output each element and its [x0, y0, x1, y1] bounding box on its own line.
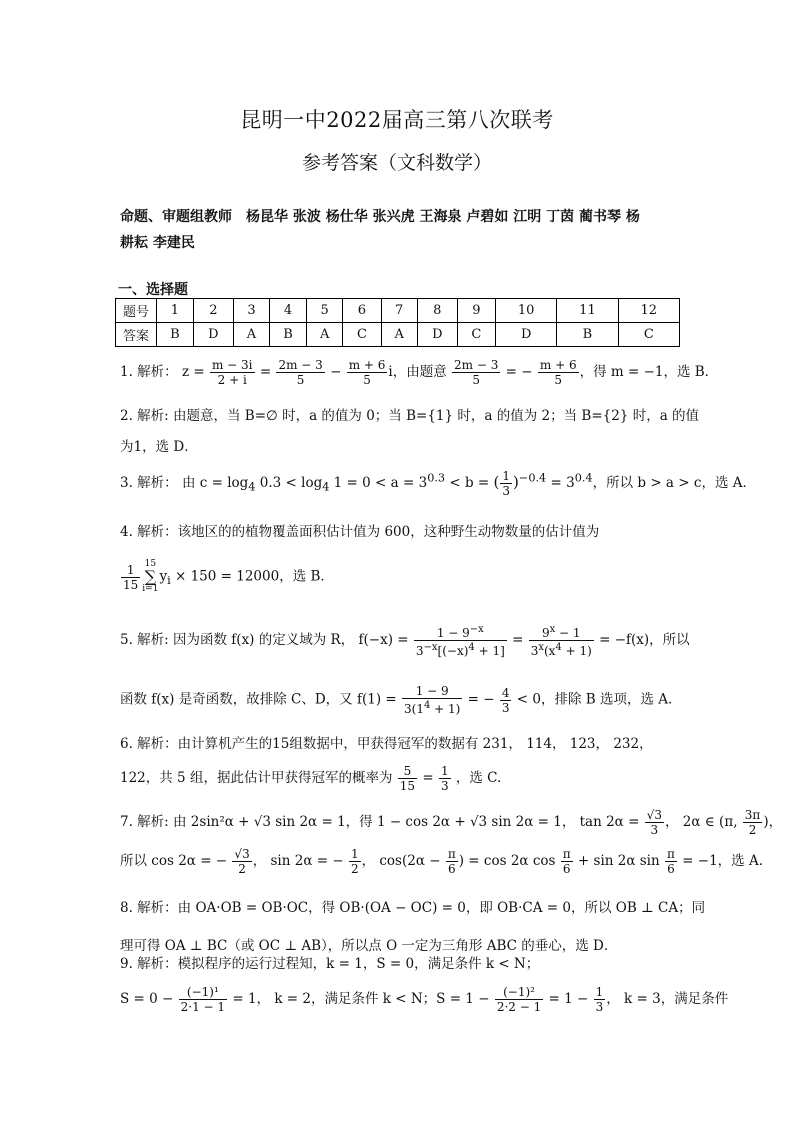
numerator: π [447, 847, 456, 861]
denominator: 15 [399, 779, 416, 793]
numerator: 1 [595, 985, 604, 999]
solution-text: 7. 解析: 由 2sin²α + √3 sin 2α = 1，得 1 − cos 2α + √3 sin 2α = 1， tan 2α = [120, 814, 640, 830]
denominator: 3 [595, 1000, 604, 1014]
solution-text: 1 = 0 < a = 3 [329, 475, 428, 491]
table-cell: 11 [557, 299, 618, 323]
fraction [665, 847, 677, 876]
text: (x [543, 644, 556, 658]
numerator: 2m − 3 [454, 358, 499, 372]
table-cell: B [270, 323, 307, 347]
sum-lower: i=1 [142, 584, 159, 594]
denominator: 6 [562, 862, 571, 876]
solution-text: = [512, 632, 524, 648]
solution-text: ，得 m = −1，选 B． [579, 364, 719, 380]
table-cell: B [557, 323, 618, 347]
superscript: −x [423, 642, 438, 653]
denominator: 2 [748, 823, 757, 837]
denominator: 3 [502, 484, 511, 498]
fraction [495, 985, 543, 1014]
solution-text: = [259, 364, 272, 380]
denominator: 3 [650, 823, 659, 837]
subscript: 4 [248, 480, 256, 494]
table-cell: C [618, 323, 679, 347]
solution-text: 5. 解析: 因为函数 f(x) 的定义域为 R， [120, 632, 355, 648]
solution-text: ， 2α ∈ (π, [664, 814, 738, 830]
fraction [538, 358, 579, 387]
numerator: 2m − 3 [278, 358, 323, 372]
table-header-cell: 答案 [116, 323, 157, 347]
fraction [645, 808, 664, 837]
fraction [414, 623, 507, 658]
fraction [402, 684, 462, 716]
numerator [529, 623, 594, 641]
solution-7-line2 [120, 847, 773, 876]
text: − 1 [555, 626, 581, 640]
table-cell: C [343, 323, 381, 347]
fraction [439, 764, 451, 793]
solution-text: − [330, 364, 342, 380]
numerator: m − 3i [211, 358, 253, 372]
superscript: −0.4 [518, 471, 547, 485]
fraction [179, 985, 227, 1014]
numerator: 1 [350, 847, 359, 861]
table-cell: A [307, 323, 343, 347]
solution-text: 函数 f(x) 是奇函数，故排除 C、D，又 [120, 691, 353, 708]
sum-upper: 15 [144, 559, 157, 569]
section-title: 一、选择题 [118, 282, 188, 298]
numerator: π [666, 847, 675, 861]
table-cell: 1 [157, 299, 194, 323]
solution-text: f(1) = [356, 691, 397, 708]
solution-text: ， k = 3，满足条件 [606, 991, 729, 1007]
solution-text: = 3 [546, 475, 575, 491]
fraction [347, 358, 388, 387]
solution-text: ， sin 2α = − [252, 853, 344, 869]
solution-2 [120, 401, 700, 463]
numerator: m + 6 [348, 358, 386, 372]
fraction [500, 686, 512, 715]
denominator: 2·2 − 1 [496, 1000, 542, 1014]
superscript: 4 [555, 642, 562, 653]
solution-9-line2 [120, 985, 729, 1014]
solution-text: z = [181, 364, 205, 380]
table-cell: 2 [193, 299, 233, 323]
solution-4 [120, 523, 680, 541]
fraction [452, 358, 500, 387]
numerator: 5 [398, 764, 417, 779]
superscript: x [549, 624, 556, 635]
denominator: 5 [554, 373, 563, 387]
table-cell: A [233, 323, 269, 347]
solution-text: ) = cos 2α cos [458, 853, 556, 869]
teachers-block [120, 204, 680, 256]
teachers-label: 命题、审题组教师 [120, 209, 232, 225]
solution-6-line2 [120, 764, 680, 793]
solution-text: 为1，选 D． [120, 439, 198, 455]
solution-text: 1. 解析： [120, 364, 178, 380]
denominator [529, 641, 594, 658]
denominator: 5 [296, 373, 305, 387]
teachers-names-line2: 耕耘 李建民 [120, 235, 195, 251]
solution-text: × 150 = 12000，选 B． [170, 568, 334, 585]
solution-text: ， cos(2α − [361, 853, 441, 869]
solution-text: = −f(x)，所以 [599, 632, 690, 648]
solution-4-line2 [120, 560, 680, 594]
solution-text: < 0，排除 B 选项，选 A． [516, 691, 682, 708]
superscript: x [538, 642, 544, 653]
denominator [414, 641, 507, 658]
solution-text: 3. 解析： 由 c = log [120, 475, 249, 491]
numerator [414, 623, 507, 641]
fraction [398, 764, 417, 793]
solution-8 [120, 889, 706, 965]
table-cell: 10 [496, 299, 557, 323]
fraction [276, 358, 324, 387]
document-title: 昆明一中2022届高三第八次联考 [240, 108, 554, 132]
table-header-cell: 题号 [116, 299, 157, 323]
solution-text: 理可得 OA ⊥ BC（或 OC ⊥ AB），所以点 O 一定为三角形 ABC 的垂心，选 D． [120, 938, 618, 954]
solution-text: = −1，选 A． [677, 853, 773, 869]
answer-table [115, 298, 680, 347]
table-row [116, 323, 680, 347]
fraction [210, 358, 255, 387]
summation: 15 ∑ i=1 [142, 559, 159, 594]
denominator: 2 [238, 862, 246, 876]
table-cell: 8 [417, 299, 457, 323]
numerator: √3 [646, 808, 662, 822]
table-cell: 7 [381, 299, 417, 323]
numerator: √3 [234, 847, 250, 861]
text: 3(1 [404, 702, 424, 716]
denominator: 6 [447, 862, 456, 876]
superscript: −x [469, 624, 484, 635]
numerator: 1 [502, 469, 511, 483]
table-cell: 4 [270, 299, 307, 323]
text: [(−x) [437, 644, 469, 658]
superscript: 0.3 [427, 471, 446, 485]
solution-text: = 1， k = 2，满足条件 k < N；S = 1 − [232, 991, 490, 1007]
table-cell: 12 [618, 299, 679, 323]
solution-text: i，由题意 [388, 364, 447, 380]
solution-text: + sin 2α sin [573, 853, 660, 869]
superscript: 0.4 [574, 471, 593, 485]
superscript: 4 [468, 642, 475, 653]
denominator: 2·1 − 1 [180, 1000, 226, 1014]
fraction [121, 563, 140, 592]
solution-3 [120, 469, 756, 498]
table-cell: D [417, 323, 457, 347]
table-cell: 6 [343, 299, 381, 323]
solution-text: 8. 解析：由 OA·OB = OB·OC，得 OB·(OA − OC) = 0，即 OB·CA = 0，所以 OB ⊥ CA；同 [120, 900, 706, 916]
denominator: 6 [667, 862, 675, 876]
fraction [529, 623, 594, 658]
subscript: 4 [322, 480, 330, 494]
numerator: 3π [744, 808, 761, 822]
fraction [561, 847, 573, 876]
table-cell: B [157, 323, 194, 347]
solution-text: f(−x) = [358, 632, 409, 648]
denominator: 5 [472, 373, 480, 387]
solution-text: 6. 解析：由计算机产生的15组数据中，甲获得冠军的数据有 231， 114， 123， 232， [120, 736, 653, 752]
solution-9 [120, 955, 680, 973]
fraction [594, 985, 606, 1014]
solution-6 [120, 735, 680, 753]
solution-text: 所以 cos 2α = − [120, 853, 228, 869]
table-cell: D [193, 323, 233, 347]
solution-text: ，所以 b > a > c，选 A． [592, 475, 756, 491]
denominator: 5 [363, 373, 371, 387]
denominator: 2 [350, 862, 359, 876]
solution-5-line2 [120, 684, 680, 716]
fraction [446, 847, 458, 876]
solution-text: = 1 − [548, 991, 589, 1007]
numerator: (−1)¹ [179, 985, 227, 1000]
solution-text: 9. 解析：模拟程序的运行过程知，k = 1，S = 0，满足条件 k < N； [120, 956, 540, 972]
solution-text: < b = [445, 475, 490, 491]
solution-text: = − [505, 364, 533, 380]
numerator: π [562, 847, 571, 861]
teachers-names-line1: 杨昆华 张波 杨仕华 张兴虎 王海泉 卢碧如 江明 丁茵 蔺书琴 杨 [246, 209, 640, 225]
table-row [116, 299, 680, 323]
denominator: 2 + i [217, 373, 247, 387]
superscript: 4 [423, 700, 431, 711]
solution-1 [120, 358, 719, 387]
numerator: (−1)² [495, 985, 543, 1000]
numerator: m + 6 [539, 358, 577, 372]
solution-text: 122，共 5 组，据此估计甲获得冠军的概率为 [120, 770, 393, 786]
numerator: 1 [440, 764, 449, 778]
denominator [402, 699, 462, 716]
fraction [500, 469, 512, 498]
solution-text: S = 0 − [120, 991, 174, 1007]
solution-text: 2. 解析: 由题意，当 B=∅ 时，a 的值为 0；当 B={1} 时，a 的值为 2；当 B={2} 时，a 的值 [120, 408, 700, 424]
solution-text: )， [763, 814, 783, 830]
subscript: i [167, 574, 171, 588]
text: + 1] [474, 644, 505, 658]
solution-text: y [159, 568, 168, 585]
numerator: 1 [121, 563, 140, 578]
text: 1 − 9 [436, 626, 470, 640]
solution-text: 4. 解析：该地区的的植物覆盖面积估计值为 600，这种野生动物数量的估计值为 [120, 524, 600, 540]
fraction [743, 808, 763, 837]
numerator: 4 [501, 685, 510, 700]
paren: ( [493, 473, 500, 491]
solution-text: = − [467, 691, 495, 708]
text: + 1) [561, 644, 592, 658]
text: 3 [530, 644, 539, 658]
document-subtitle: 参考答案（文科数学） [301, 152, 492, 174]
solution-5 [120, 623, 690, 658]
table-cell: A [381, 323, 417, 347]
solution-text: = [422, 770, 434, 786]
paren: ) [513, 473, 519, 491]
text: 9 [541, 626, 550, 640]
denominator: 3 [501, 700, 510, 715]
solution-text: ，选 C. [455, 770, 502, 786]
numerator: 1 − 9 [402, 684, 462, 699]
fraction [232, 847, 251, 876]
table-cell: 5 [307, 299, 343, 323]
text: + 1) [430, 702, 461, 716]
denominator: 15 [123, 577, 139, 592]
table-cell: D [496, 323, 557, 347]
table-cell: 3 [233, 299, 269, 323]
table-cell: C [457, 323, 495, 347]
table-cell: 9 [457, 299, 495, 323]
denominator: 3 [440, 779, 449, 793]
solution-text: 0.3 < log [255, 475, 323, 491]
fraction [349, 847, 361, 876]
text: 3 [415, 644, 424, 658]
